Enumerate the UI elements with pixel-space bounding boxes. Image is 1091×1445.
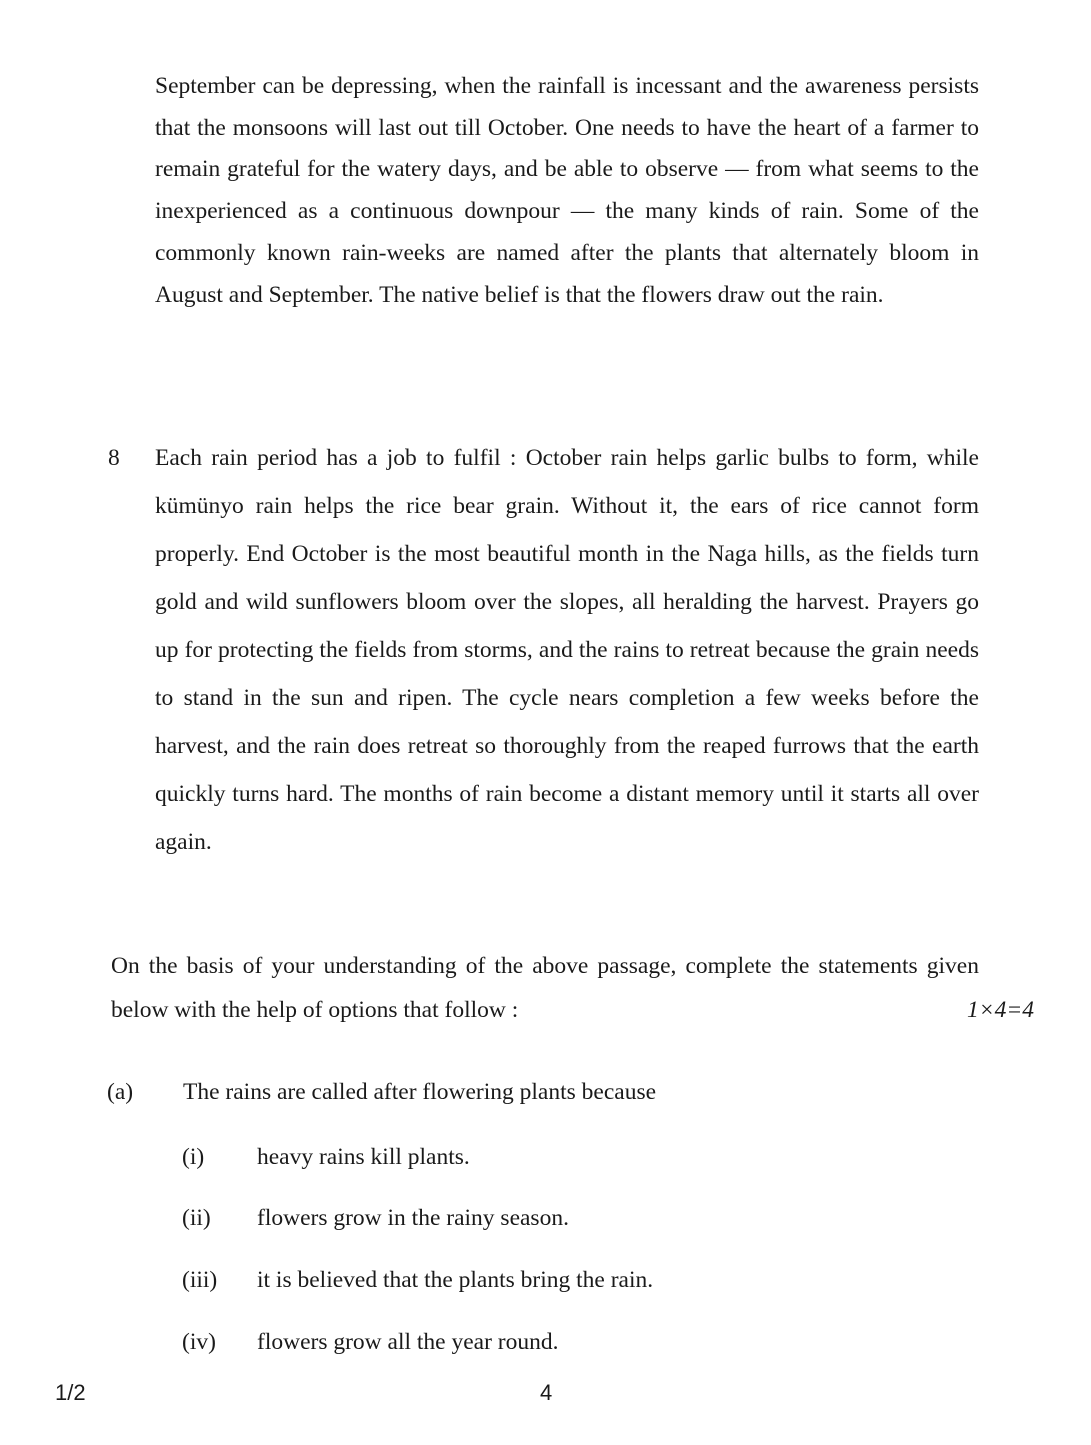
option-text: flowers grow all the year round. — [257, 1329, 559, 1355]
passage-paragraph-8: Each rain period has a job to fulfil : October rain helps garlic bulbs to form, while kümünyo rain helps the rice bear grain. Without it, the ears of rice cannot form properly. End October is the most beautiful month in the Naga hills, as the fields turn gold and wild sunflowers bloom over the slopes, all heralding the harvest. Prayers go up for protecting the fields from storms, and the rains to retreat because the grain needs to stand in the sun and ripen. The cycle nears completion a few weeks before the harvest, and the rain does retreat so thoroughly from the reaped furrows that the earth quickly turns hard. The months of rain become a distant memory until it starts all over again. — [155, 445, 979, 855]
question-instruction: On the basis of your understanding of the above passage, complete the statements given below with the help of options that follow : — [111, 953, 979, 1023]
option-text: heavy rains kill plants. — [257, 1144, 470, 1170]
option-text: flowers grow in the rainy season. — [257, 1205, 569, 1231]
question-label: (a) — [107, 1079, 134, 1105]
option-label: (iii) — [182, 1267, 218, 1293]
paragraph-number: 8 — [108, 445, 120, 471]
passage-paragraph-7: September can be depressing, when the rainfall is incessant and the awareness persists that the monsoons will last out till October. One needs to have the heart of a farmer to remain grateful for the watery days, and be able to observe — from what seems to the inexperienced as a continuous downpour — the many kinds of rain. Some of the commonly known rain-weeks are named after the plants that alternately bloom in August and September. The native belief is that the flowers draw out the rain. — [155, 73, 979, 308]
page-fraction: 1/2 — [55, 1380, 86, 1405]
option-label: (ii) — [182, 1205, 211, 1231]
option-text: it is believed that the plants bring the rain. — [257, 1267, 654, 1293]
question-stem: The rains are called after flowering plants because — [183, 1079, 657, 1105]
option-label: (iv) — [182, 1329, 216, 1355]
page-number: 4 — [540, 1380, 553, 1405]
option-label: (i) — [182, 1144, 205, 1170]
marks-allocation: 1×4=4 — [967, 997, 1034, 1023]
